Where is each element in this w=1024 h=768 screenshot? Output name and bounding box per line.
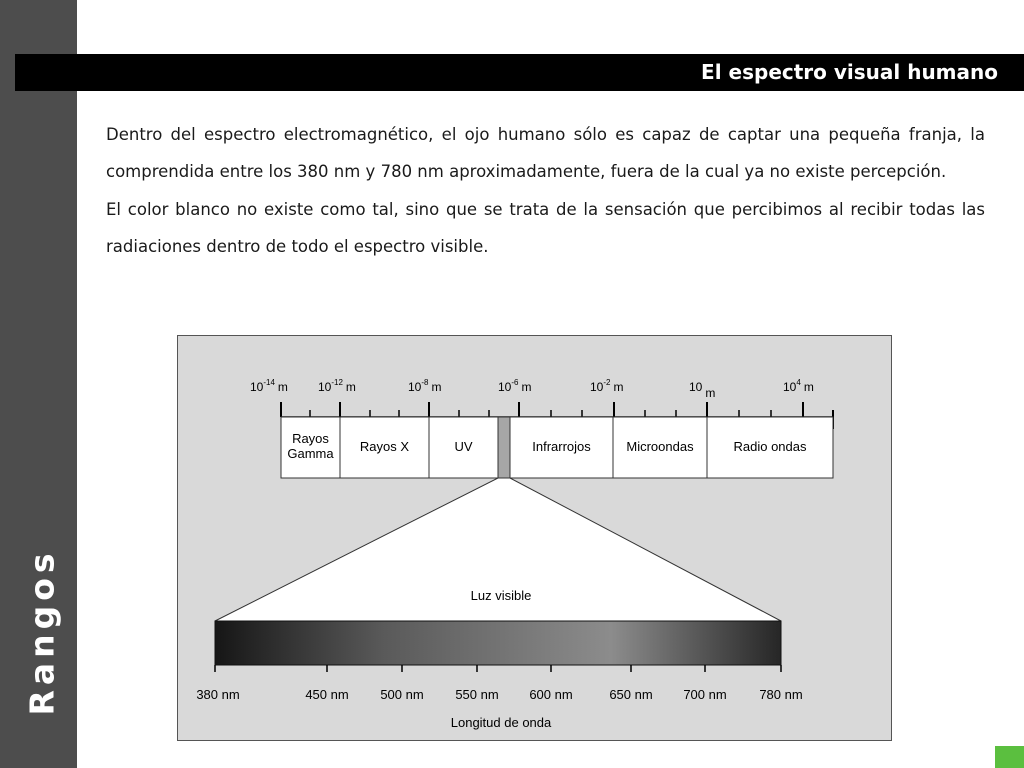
title-bar <box>15 54 1024 91</box>
sidebar-section-label: Rangos <box>22 548 62 716</box>
wavelength-label: 600 nm <box>529 687 573 702</box>
scale-label: $10^{-8}$ m <box>408 378 442 394</box>
scale-label: $10^{-12}$ m <box>318 378 356 394</box>
wavelength-label: 700 nm <box>683 687 727 702</box>
wavelength-label: 650 nm <box>609 687 653 702</box>
scale-label: $10^{-14}$ m <box>250 378 288 394</box>
body-text <box>106 117 985 267</box>
paragraph: Dentro del espectro electromagnético, el ojo humano sólo es capaz de captar una pequeña franja, la comprendida entre los 380 nm y 780 nm aproximadamente, fuera de la cual ya no existe percepción. <box>106 125 985 181</box>
wavelength-label: 500 nm <box>380 687 424 702</box>
visible-band-cell <box>498 417 510 478</box>
accent-square <box>995 746 1024 768</box>
wavelength-label: 380 nm <box>196 687 240 702</box>
band-label: Microondas <box>626 439 694 454</box>
wavelength-label: 780 nm <box>759 687 803 702</box>
spectrum-figure <box>177 335 893 747</box>
axis-label: Longitud de onda <box>450 715 552 730</box>
visible-light-label: Luz visible <box>470 588 532 603</box>
band-label: UV <box>454 439 473 454</box>
spectrum-diagram <box>177 335 893 743</box>
band-label: Radio ondas <box>733 439 807 454</box>
wavelength-label: 550 nm <box>455 687 499 702</box>
band-label: Rayos X <box>359 439 410 454</box>
scale-label: $10^{-6}$ m <box>498 378 532 394</box>
band-label: Gamma <box>287 446 334 461</box>
sidebar <box>0 0 77 768</box>
wavelength-label: 450 nm <box>305 687 349 702</box>
scale-label: 10 m <box>689 380 716 400</box>
band-label: Infrarrojos <box>532 439 591 454</box>
paragraph: El color blanco no existe como tal, sino que se trata de la sensación que percibimos al recibir todas las radiaciones dentro de todo el espectro visible. <box>106 200 985 256</box>
scale-label: $10^4$ m <box>783 378 814 394</box>
scale-label: $10^{-2}$ m <box>590 378 624 394</box>
band-label: Rayos <box>292 431 329 446</box>
visible-spectrum-bar <box>215 621 781 665</box>
page-title: El espectro visual humano <box>701 60 998 84</box>
spectrum-bands <box>281 417 833 478</box>
